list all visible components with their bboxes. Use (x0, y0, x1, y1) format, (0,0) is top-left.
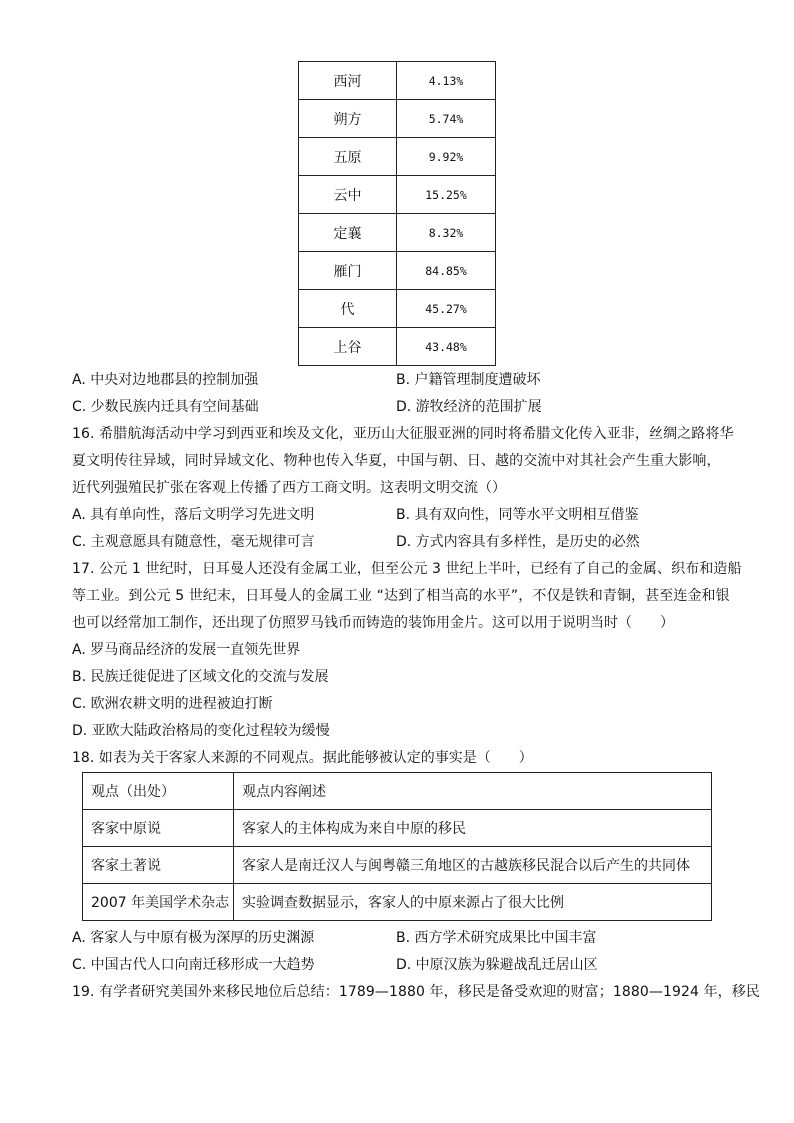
table-row (299, 100, 496, 138)
viewpoint-cell: 2007 年美国学术杂志 (83, 884, 234, 921)
table-row (299, 252, 496, 290)
q17-option-c: C. 欧洲农耕文明的进程被迫打断 (72, 696, 273, 712)
table-header-row (83, 773, 712, 810)
county-name: 定襄 (299, 214, 397, 252)
column-header: 观点内容阐述 (234, 773, 712, 810)
column-header: 观点（出处） (83, 773, 234, 810)
q15-option-c: C. 少数民族内迁具有空间基础 (72, 399, 259, 415)
county-name: 雁门 (299, 252, 397, 290)
q17-option-b: B. 民族迁徙促进了区域文化的交流与发展 (72, 669, 329, 685)
county-value: 45.27% (397, 290, 496, 328)
county-name: 朔方 (299, 100, 397, 138)
table-row (299, 214, 496, 252)
q18-option-d: D. 中原汉族为躲避战乱迁居山区 (396, 957, 598, 973)
q17-option-d: D. 亚欧大陆政治格局的变化过程较为缓慢 (72, 723, 330, 739)
table-row (83, 884, 712, 921)
table-row (299, 62, 496, 100)
table-row (299, 328, 496, 366)
q17-option-a: A. 罗马商品经济的发展一直领先世界 (72, 642, 301, 658)
q17-stem-line-1: 17. 公元 1 世纪时，日耳曼人还没有金属工业，但至公元 3 世纪上半叶，已经有了自己的金属、织布和造船 (72, 561, 742, 577)
county-name: 上谷 (299, 328, 397, 366)
table-row (83, 810, 712, 847)
county-value: 8.32% (397, 214, 496, 252)
county-value: 43.48% (397, 328, 496, 366)
county-name: 五原 (299, 138, 397, 176)
q19-stem-line-1: 19. 有学者研究美国外来移民地位后总结：1789—1880 年，移民是备受欢迎的财富；1880—1924 年，移民 (72, 984, 760, 1000)
q15-option-b: B. 户籍管理制度遭破坏 (396, 372, 541, 388)
table-row (299, 290, 496, 328)
table-row (299, 176, 496, 214)
q16-stem-line-1: 16. 希腊航海活动中学习到西亚和埃及文化，亚历山大征服亚洲的同时将希腊文化传入亚非，丝绸之路将华 (72, 426, 734, 442)
county-name: 代 (299, 290, 397, 328)
q16-option-a: A. 具有单向性，落后文明学习先进文明 (72, 507, 315, 523)
q17-stem-line-2: 等工业。到公元 5 世纪末，日耳曼人的金属工业 “达到了相当高的水平”，不仅是铁和青铜，甚至连金和银 (72, 588, 730, 604)
q16-option-d: D. 方式内容具有多样性，是历史的必然 (396, 534, 640, 550)
county-value: 84.85% (397, 252, 496, 290)
county-value: 4.13% (397, 62, 496, 100)
county-value: 9.92% (397, 138, 496, 176)
q18-stem: 18. 如表为关于客家人来源的不同观点。据此能够被认定的事实是（ ） (72, 750, 533, 766)
county-population-table (298, 61, 496, 366)
q18-option-a: A. 客家人与中原有极为深厚的历史渊源 (72, 930, 315, 946)
q18-option-b: B. 西方学术研究成果比中国丰富 (396, 930, 597, 946)
table-row (83, 847, 712, 884)
q16-option-b: B. 具有双向性，同等水平文明相互借鉴 (396, 507, 639, 523)
description-cell: 实验调查数据显示，客家人的中原来源占了很大比例 (234, 884, 712, 921)
table-row (299, 138, 496, 176)
county-name: 云中 (299, 176, 397, 214)
viewpoint-cell: 客家中原说 (83, 810, 234, 847)
q15-option-a: A. 中央对边地郡县的控制加强 (72, 372, 259, 388)
q15-option-d: D. 游牧经济的范围扩展 (396, 399, 542, 415)
q16-stem-line-3: 近代列强殖民扩张在客观上传播了西方工商文明。这表明文明交流（） (72, 480, 506, 496)
viewpoint-cell: 客家土著说 (83, 847, 234, 884)
county-value: 5.74% (397, 100, 496, 138)
hakka-origin-table (82, 772, 712, 921)
q17-stem-line-3: 也可以经常加工制作，还出现了仿照罗马钱币而铸造的装饰用金片。这可以用于说明当时（ ） (72, 615, 674, 631)
county-value: 15.25% (397, 176, 496, 214)
description-cell: 客家人是南迁汉人与闽粤赣三角地区的古越族移民混合以后产生的共同体 (234, 847, 712, 884)
county-name: 西河 (299, 62, 397, 100)
description-cell: 客家人的主体构成为来自中原的移民 (234, 810, 712, 847)
q18-option-c: C. 中国古代人口向南迁移形成一大趋势 (72, 957, 315, 973)
q16-option-c: C. 主观意愿具有随意性，毫无规律可言 (72, 534, 315, 550)
q16-stem-line-2: 夏文明传往异域，同时异域文化、物种也传入华夏，中国与朝、日、越的交流中对其社会产生重大影响， (72, 453, 721, 469)
